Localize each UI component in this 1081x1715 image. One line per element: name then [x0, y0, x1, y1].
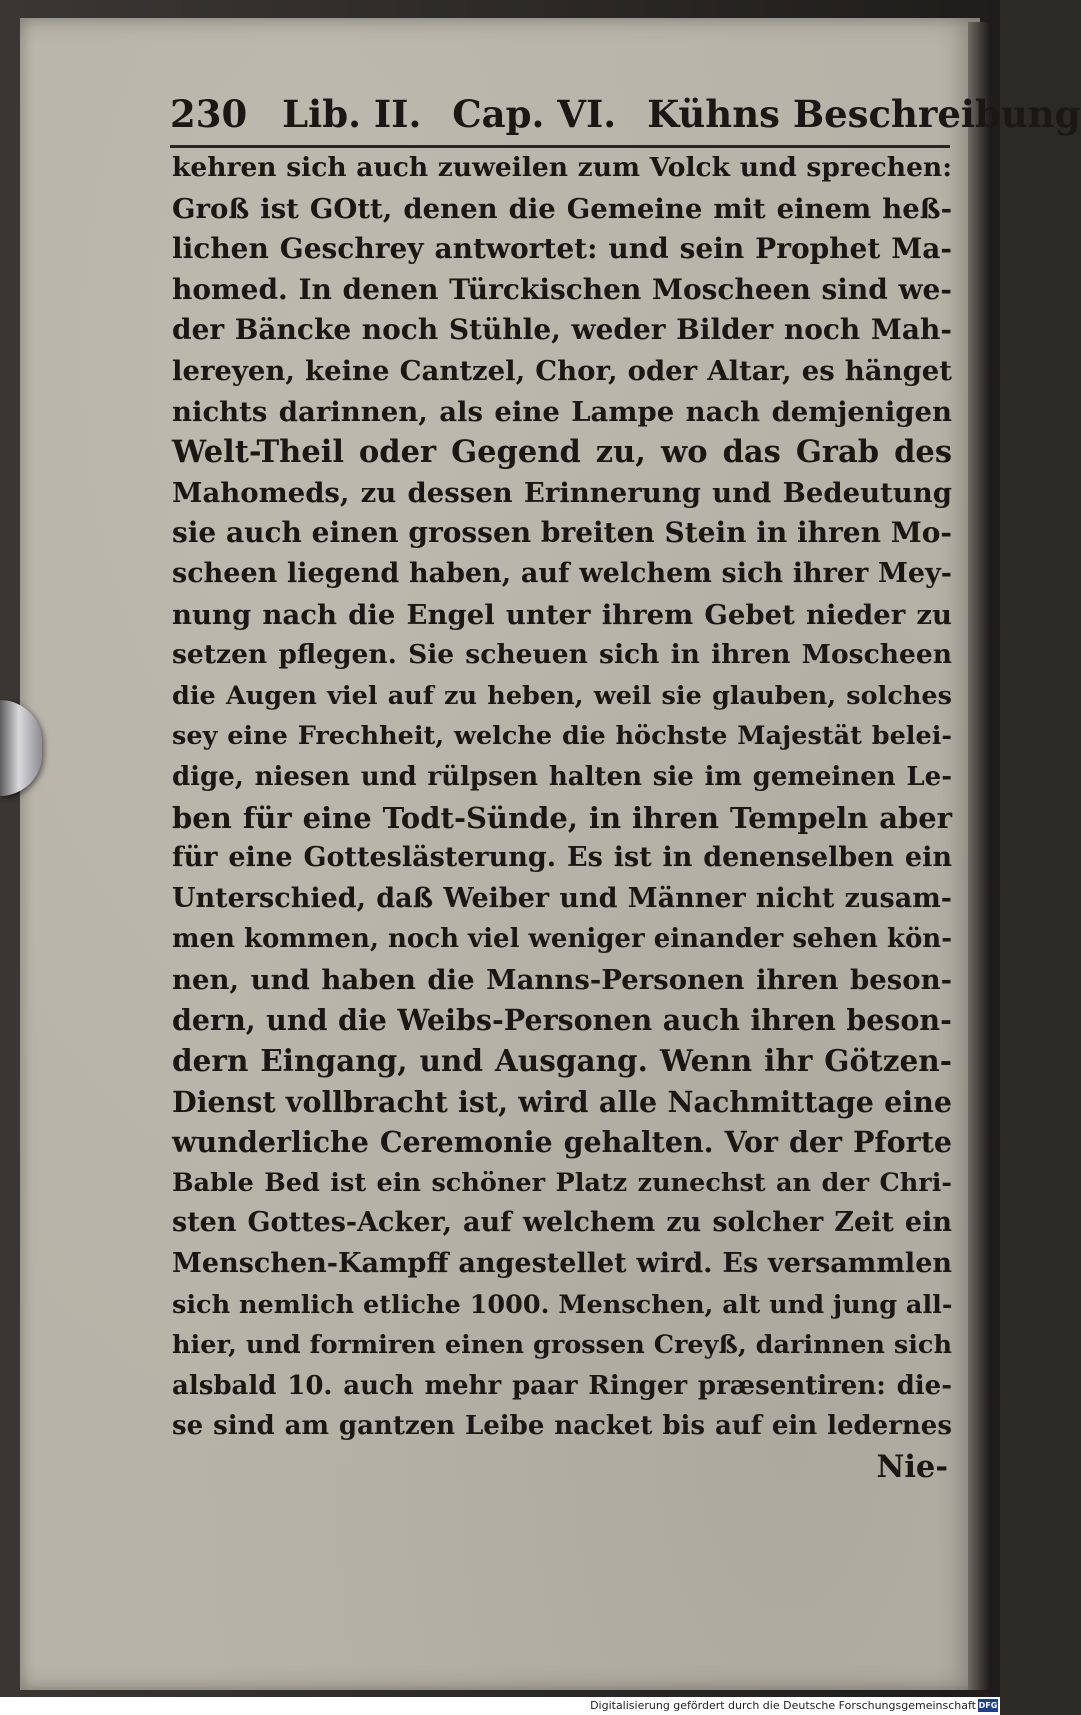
text-line: für eine Gotteslästerung. Es ist in denenselben ein [172, 842, 952, 874]
text-line: nichts darinnen, als eine Lampe nach demjenigen [172, 395, 952, 428]
text-line: kehren sich auch zuweilen zum Volck und sprechen: [172, 152, 952, 183]
text-line: Bable Bed ist ein schöner Platz zunechst an der Chri- [172, 1167, 952, 1198]
text-line: die Augen viel auf zu heben, weil sie glauben, solches [172, 680, 952, 711]
text-line: sich nemlich etliche 1000. Menschen, alt und jung all- [172, 1289, 953, 1320]
text-line: Mahomeds, zu dessen Erinnerung und Bedeutung [172, 476, 952, 509]
text-line: wunderliche Ceremonie gehalten. Vor der Pforte [172, 1125, 952, 1160]
text-line: Groß ist GOtt, denen die Gemeine mit einem heß- [172, 192, 952, 225]
dfg-logo: DFG [978, 1701, 998, 1710]
text-line: nen, und haben die Manns-Personen ihren beson- [172, 963, 952, 996]
text-line: lereyen, keine Cantzel, Chor, oder Altar, es hänget [172, 354, 952, 387]
text-line: Welt-Theil oder Gegend zu, wo das Grab des [172, 434, 952, 471]
text-line: Dienst vollbracht ist, wird alle Nachmittage eine [172, 1084, 952, 1119]
text-line: der Bäncke noch Stühle, weder Bilder noch Mah- [172, 313, 952, 347]
text-line: alsbald 10. auch mehr paar Ringer præsentiren: die- [172, 1370, 952, 1401]
digitization-footer [0, 1697, 1000, 1715]
text-line: se sind am gantzen Leibe nacket bis auf ein ledernes [172, 1411, 952, 1442]
text-line: men kommen, noch viel weniger einander sehen kön- [172, 924, 952, 955]
text-line: sie auch einen grossen breiten Stein in ihren Mo- [172, 516, 952, 550]
text-line: scheen liegend haben, auf welchem sich ihrer Mey- [172, 557, 952, 589]
text-line: lichen Geschrey antwortet: und sein Prophet Ma- [172, 232, 952, 266]
text-line: sey eine Frechheit, welche die höchste Majestät belei- [172, 721, 952, 752]
text-line: sten Gottes-Acker, auf welchem zu solcher Zeit ein [172, 1207, 952, 1239]
running-title: Kühns Beschreibung [647, 92, 1081, 136]
text-line: dige, niesen und rülpsen halten sie im gemeinen Le- [172, 761, 952, 792]
running-header [170, 92, 1081, 152]
text-line: Unterschied, daß Weiber und Männer nicht zusam- [172, 882, 952, 914]
book-reference: Lib. II. [282, 92, 422, 136]
text-line: Menschen-Kampff angestellet wird. Es versammlen [172, 1248, 952, 1280]
text-line: dern Eingang, und Ausgang. Wenn ihr Götzen- [172, 1043, 952, 1079]
text-line: hier, und formiren einen grossen Creyß, darinnen sich [172, 1330, 952, 1361]
text-line: nung nach die Engel unter ihrem Gebet nieder zu [172, 598, 952, 631]
catchword: Nie- [876, 1449, 948, 1485]
text-line: ben für eine Todt-Sünde, in ihren Tempeln aber [172, 800, 952, 835]
text-line: homed. In denen Türckischen Moscheen sind we- [172, 272, 952, 306]
text-line: dern, und die Weibs-Personen auch ihren beson- [172, 1003, 952, 1038]
chapter-reference: Cap. VI. [452, 92, 617, 136]
funding-credit: Digitalisierung gefördert durch die Deutsche Forschungsgemeinschaft [590, 1699, 976, 1712]
page-edge-shadow [968, 22, 990, 1690]
body-text [172, 148, 952, 1488]
page-number: 230 [170, 92, 248, 136]
text-line: setzen pflegen. Sie scheuen sich in ihren Moscheen [172, 639, 952, 671]
